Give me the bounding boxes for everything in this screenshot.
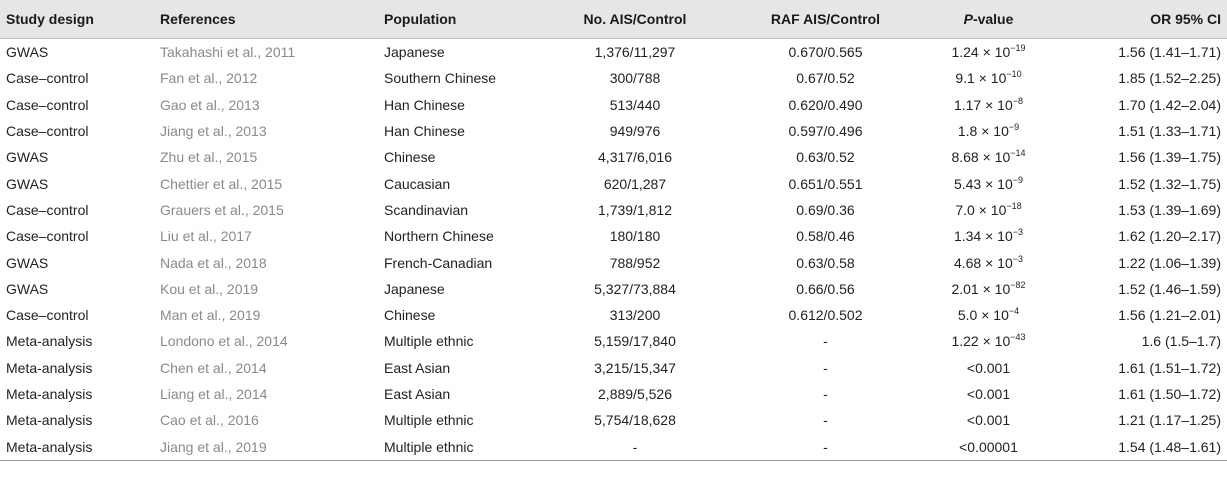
cell-no-ais-control: - [538,433,732,460]
table-row [0,328,1227,354]
cell-population: East Asian [384,386,451,402]
cell-reference: Grauers et al., 2015 [160,201,284,218]
cell-raf-ais-control: - [823,333,828,350]
cell-no-ais-control: 620/1,287 [603,175,667,192]
cell-study-design: Meta-analysis [0,433,154,460]
cell-p-value: $1.8 \times 10^{-9}$ [957,122,1020,140]
table-row [0,118,1227,144]
cell-raf-ais-control: 0.651/0.551 [788,175,863,192]
cell-study-design: GWAS [6,175,49,192]
p-value-exponent: −9 [1008,122,1020,133]
cell-study-design: Case–control [6,96,89,113]
cell-or-ci: 1.53 (1.39–1.69) [1118,201,1221,218]
cell-study-design: Case–control [6,70,89,87]
cell-population: Multiple ethnic [384,333,474,350]
table-row [0,249,1227,275]
cell-reference: Zhu et al., 2015 [160,149,258,166]
cell-reference: Jiang et al., 2013 [160,123,267,140]
cell-or-ci: 1.21 (1.17–1.25) [1118,412,1221,429]
table-row [0,39,1227,66]
cell-reference: Cao et al., 2016 [160,412,259,429]
cell-no-ais-control: 180/180 [609,228,661,245]
cell-population: Multiple ethnic [378,433,538,460]
cell-no-ais-control: 4,317/6,016 [598,149,672,166]
cell-no-ais-control: 949/976 [609,123,661,140]
header-or-ci: OR 95% CI [1058,0,1227,39]
cell-p-value: $1.34 \times 10^{-3}$ [953,227,1024,245]
cell-or-ci: 1.6 (1.5–1.7) [1141,333,1221,350]
p-value-exponent: −19 [1010,43,1026,54]
cell-study-design: Meta-analysis [6,412,93,429]
cell-p-value: $9.1 \times 10^{-10}$ [955,69,1022,87]
cell-or-ci: 1.61 (1.50–1.72) [1118,386,1221,402]
cell-no-ais-control: 1,376/11,297 [594,44,676,61]
cell-raf-ais-control: 0.63/0.58 [796,254,855,271]
table-row [0,144,1227,170]
cell-population: Caucasian [384,175,451,192]
cell-reference: Man et al., 2019 [160,307,261,324]
cell-population: Han Chinese [384,123,465,140]
cell-p-value: <0.001 [966,386,1011,402]
cell-population: Chinese [384,307,436,324]
header-no-ais-control: No. AIS/Control [538,0,732,39]
p-value-exponent: −9 [1012,174,1024,185]
cell-p-value: $4.68 \times 10^{-3}$ [953,253,1024,271]
cell-raf-ais-control: 0.69/0.36 [796,201,855,218]
cell-p-value: $1.17 \times 10^{-8}$ [953,95,1024,113]
table-row [0,276,1227,302]
cell-p-value: $5.43 \times 10^{-9}$ [953,174,1024,192]
cell-reference: Liu et al., 2017 [160,228,252,245]
cell-reference: Chettier et al., 2015 [160,175,283,192]
header-p-value: P-value [919,0,1058,39]
cell-raf-ais-control: - [732,433,919,460]
table-row [0,355,1227,381]
cell-no-ais-control: 5,327/73,884 [594,280,676,297]
table-row [0,223,1227,249]
cell-reference: Liang et al., 2014 [160,386,268,402]
table-row [0,65,1227,91]
cell-raf-ais-control: 0.67/0.52 [796,70,855,87]
cell-p-value: $2.01 \times 10^{-82}$ [951,279,1026,297]
p-value-exponent: −3 [1012,253,1024,264]
cell-p-value: $1.24 \times 10^{-19}$ [951,43,1026,61]
table-row [0,302,1227,328]
p-value-exponent: −3 [1012,227,1024,238]
cell-population: Scandinavian [384,201,469,218]
cell-or-ci: 1.22 (1.06–1.39) [1118,254,1221,271]
cell-reference: Gao et al., 2013 [160,96,260,113]
cell-raf-ais-control: - [823,386,828,402]
cell-no-ais-control: 1,739/1,812 [598,201,672,218]
cell-raf-ais-control: 0.597/0.496 [788,123,863,140]
table-row [0,381,1227,407]
cell-no-ais-control: 3,215/15,347 [594,359,676,376]
cell-population: French-Canadian [384,254,493,271]
cell-population: Multiple ethnic [384,412,474,429]
cell-study-design: GWAS [6,44,49,61]
cell-no-ais-control: 313/200 [609,307,661,324]
cell-reference: Fan et al., 2012 [160,70,258,87]
cell-p-value: $1.22 \times 10^{-43}$ [951,332,1026,350]
table-row [0,92,1227,118]
cell-p-value: $7.0 \times 10^{-18}$ [955,200,1022,218]
cell-reference: Londono et al., 2014 [160,333,288,350]
cell-or-ci: 1.62 (1.20–2.17) [1118,228,1221,245]
cell-or-ci: 1.56 (1.21–2.01) [1118,307,1221,324]
table-row [0,170,1227,196]
cell-raf-ais-control: - [823,412,828,429]
cell-or-ci: 1.56 (1.41–1.71) [1118,44,1221,61]
p-value-exponent: −8 [1012,95,1024,106]
cell-study-design: Case–control [6,201,89,218]
cell-no-ais-control: 5,754/18,628 [594,412,676,429]
cell-study-design: Meta-analysis [6,386,93,402]
cell-no-ais-control: 513/440 [609,96,661,113]
header-references: References [154,0,378,39]
cell-raf-ais-control: 0.58/0.46 [796,228,855,245]
header-raf-ais-control: RAF AIS/Control [732,0,919,39]
cell-or-ci: 1.85 (1.52–2.25) [1118,70,1221,87]
cell-raf-ais-control: 0.670/0.565 [788,44,863,61]
header-row [0,0,1227,39]
cell-no-ais-control: 788/952 [609,254,661,271]
cell-no-ais-control: 2,889/5,526 [598,386,672,402]
cell-reference: Takahashi et al., 2011 [160,44,296,61]
table-row [0,407,1227,433]
cell-study-design: GWAS [6,280,49,297]
cell-population: Chinese [384,149,436,166]
cell-or-ci: 1.54 (1.48–1.61) [1058,433,1227,460]
cell-p-value: $5.0 \times 10^{-4}$ [957,306,1020,324]
cell-raf-ais-control: 0.620/0.490 [788,96,863,113]
cell-study-design: GWAS [6,149,49,166]
cell-p-value: <0.001 [966,359,1011,376]
p-value-exponent: −43 [1010,332,1026,343]
cell-reference: Chen et al., 2014 [160,359,267,376]
cell-raf-ais-control: - [823,359,828,376]
cell-study-design: Case–control [6,123,89,140]
cell-or-ci: 1.52 (1.32–1.75) [1118,175,1221,192]
cell-p-value: <0.001 [966,412,1011,429]
cell-population: Northern Chinese [384,228,494,245]
cell-raf-ais-control: 0.66/0.56 [796,280,855,297]
table-row [0,433,1227,460]
cell-raf-ais-control: 0.612/0.502 [788,307,863,324]
cell-reference: Kou et al., 2019 [160,280,259,297]
cell-study-design: GWAS [6,254,49,271]
cell-or-ci: 1.52 (1.46–1.59) [1118,280,1221,297]
cell-population: Japanese [384,44,445,61]
p-value-exponent: −18 [1006,200,1022,211]
p-value-exponent: −4 [1008,306,1020,317]
cell-study-design: Meta-analysis [6,333,93,350]
cell-or-ci: 1.61 (1.51–1.72) [1118,359,1221,376]
cell-population: Southern Chinese [384,70,497,87]
cell-reference: Jiang et al., 2019 [154,433,378,460]
cell-study-design: Case–control [6,307,89,324]
p-value-exponent: −14 [1010,148,1026,159]
cell-study-design: Meta-analysis [6,359,93,376]
cell-no-ais-control: 300/788 [609,70,661,87]
cell-study-design: Case–control [6,228,89,245]
cell-reference: Nada et al., 2018 [160,254,267,271]
cell-p-value: $8.68 \times 10^{-14}$ [951,148,1026,166]
cell-population: Han Chinese [384,96,465,113]
cell-no-ais-control: 5,159/17,840 [594,333,676,350]
table-row [0,197,1227,223]
p-value-exponent: −82 [1010,279,1026,290]
header-study-design: Study design [0,0,154,39]
cell-p-value: <0.00001 [919,433,1058,460]
p-value-exponent: −10 [1006,69,1022,80]
cell-population: East Asian [384,359,451,376]
cell-or-ci: 1.70 (1.42–2.04) [1118,96,1221,113]
cell-raf-ais-control: 0.63/0.52 [796,149,855,166]
cell-or-ci: 1.51 (1.33–1.71) [1118,123,1221,140]
cell-or-ci: 1.56 (1.39–1.75) [1118,149,1221,166]
cell-population: Japanese [384,280,445,297]
header-population: Population [378,0,538,39]
